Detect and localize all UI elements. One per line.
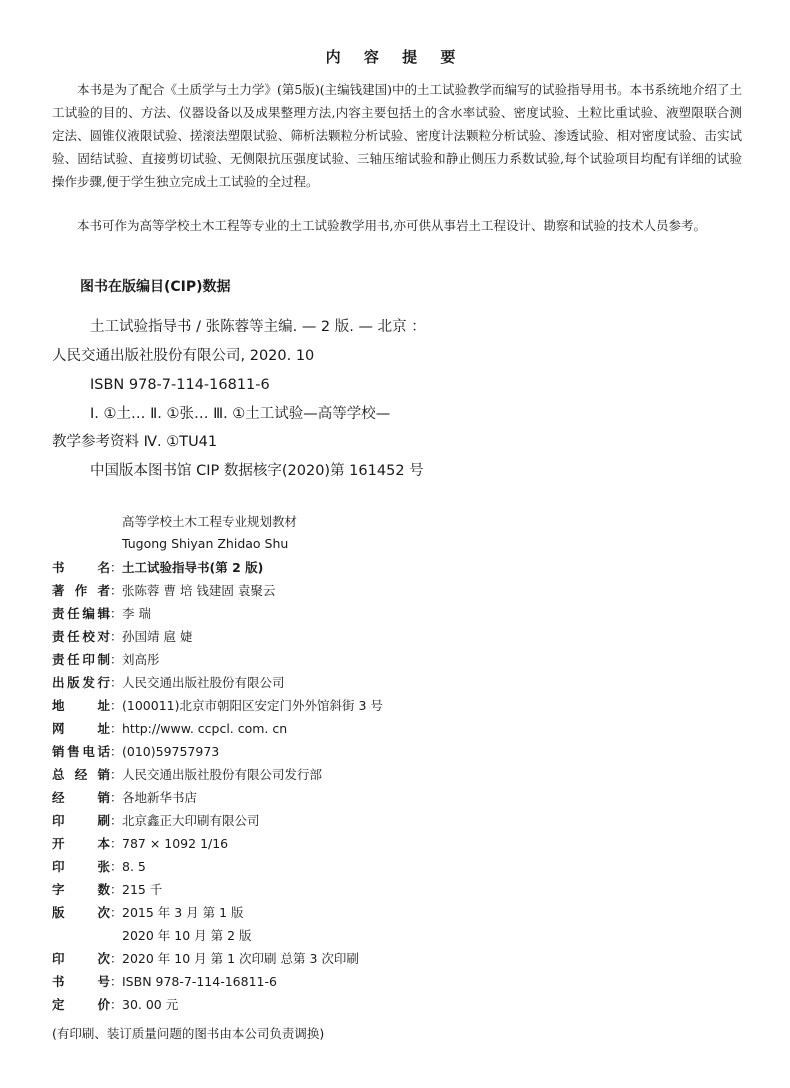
info-colon: ：	[110, 675, 123, 690]
series-name: 高等学校土木工程专业规划教材	[122, 514, 298, 529]
info-value: 人民交通出版社股份有限公司	[122, 675, 285, 690]
info-label: 定价	[52, 997, 110, 1012]
info-label: 责任印制	[52, 652, 110, 667]
info-value: ISBN 978-7-114-16811-6	[122, 974, 277, 989]
info-label: 销售电话	[52, 744, 110, 759]
info-colon: ：	[110, 606, 123, 621]
info-colon: ：	[110, 583, 123, 598]
cip-line: 教学参考资料 Ⅳ. ①TU41	[52, 434, 218, 450]
info-label: 责任编辑	[52, 606, 110, 621]
info-colon: ：	[110, 859, 123, 874]
info-label: 书名	[52, 560, 110, 575]
info-value: 2020 年 10 月 第 1 次印刷 总第 3 次印刷	[122, 951, 359, 966]
info-colon: ：	[110, 629, 123, 644]
info-label: 网址	[52, 721, 110, 736]
info-value: 2020 年 10 月 第 2 版	[122, 928, 252, 943]
info-colon: ：	[110, 767, 123, 782]
info-colon: ：	[110, 698, 123, 713]
info-colon: ：	[110, 560, 123, 575]
info-label: 出版发行	[52, 675, 110, 690]
info-value: 人民交通出版社股份有限公司发行部	[122, 767, 323, 782]
info-value: 787 × 1092 1/16	[122, 836, 229, 851]
cip-line: ISBN 978-7-114-16811-6	[90, 377, 270, 393]
info-label: 印次	[52, 951, 110, 966]
info-colon: ：	[110, 813, 123, 828]
info-colon: ：	[110, 974, 123, 989]
info-value: 8. 5	[122, 859, 146, 874]
summary-title: 内 容 提 要	[325, 48, 465, 66]
info-label: 字数	[52, 882, 110, 897]
info-value: 孙国靖 扈 婕	[122, 629, 193, 644]
cip-heading: 图书在版编目(CIP)数据	[80, 279, 231, 295]
info-value: 30. 00 元	[122, 997, 179, 1012]
info-value: http://www. ccpcl. com. cn	[122, 721, 288, 736]
info-value: (010)59757973	[122, 744, 220, 759]
info-value: 各地新华书店	[122, 790, 198, 805]
info-colon: ：	[110, 744, 123, 759]
cip-line: 人民交通出版社股份有限公司, 2020. 10	[52, 348, 315, 364]
info-colon: ：	[110, 997, 123, 1012]
cip-line: 中国版本图书馆 CIP 数据核字(2020)第 161452 号	[90, 463, 424, 479]
info-label: 版次	[52, 905, 110, 920]
cip-line: 土工试验指导书 / 张陈蓉等主编. — 2 版. — 北京 ：	[90, 319, 426, 335]
info-value: 2015 年 3 月 第 1 版	[122, 905, 244, 920]
info-colon: ：	[110, 905, 123, 920]
info-colon: ：	[110, 882, 123, 897]
info-colon: ：	[110, 951, 123, 966]
quality-note: (有印刷、装订质量问题的图书由本公司负责调换)	[52, 1026, 325, 1041]
info-label: 地址	[52, 698, 110, 713]
info-label: 印刷	[52, 813, 110, 828]
info-label: 开本	[52, 836, 110, 851]
info-label: 责任校对	[52, 629, 110, 644]
info-value: 李 瑞	[122, 606, 151, 621]
info-colon: ：	[110, 790, 123, 805]
info-value: 土工试验指导书(第 2 版)	[122, 560, 264, 575]
info-value: 张陈蓉 曹 培 钱建固 袁聚云	[122, 583, 276, 598]
info-colon: ：	[110, 721, 123, 736]
pinyin-title: Tugong Shiyan Zhidao Shu	[122, 536, 289, 551]
info-value: 北京鑫正大印刷有限公司	[122, 813, 260, 828]
info-label: 著作者	[52, 583, 110, 598]
info-label: 印张	[52, 859, 110, 874]
info-colon: ：	[110, 836, 123, 851]
summary-paragraph: 本书可作为高等学校土木工程等专业的土工试验教学用书,亦可供从事岩土工程设计、勘察和试验的技术人员参考。	[77, 218, 706, 233]
info-value: (100011)北京市朝阳区安定门外外馆斜街 3 号	[122, 698, 383, 713]
info-colon: ：	[110, 652, 123, 667]
cip-line: Ⅰ. ①土… Ⅱ. ①张… Ⅲ. ①土工试验—高等学校—	[90, 406, 391, 422]
info-label: 书号	[52, 974, 110, 989]
summary-paragraph: 本书是为了配合《土质学与土力学》(第5版)(主编钱建国)中的土工试验教学而编写的试验指导用书。本书系统地介绍了土工试验的目的、方法、仪器设备以及成果整理方法,内容主要包括土的含水率试验、密度试验、土粒比重试验、液塑限联合测定法、圆锥仪液限试验、搓滚法塑限试验、筛析法颗粒分析试验、密度计法颗粒分析试验、渗透试验、相对密度试验、击实试验、固结试验、直接剪切试验、无侧限抗压强度试验、三轴压缩试验和静止侧压力系数试验,每个试验项目均配有详细的试验操作步骤,便于学生独立完成土工试验的全过程。	[52, 82, 742, 189]
info-value: 215 千	[122, 882, 163, 897]
info-label: 经销	[52, 790, 110, 805]
info-value: 刘高彤	[122, 652, 160, 667]
info-label: 总经销	[52, 767, 110, 782]
